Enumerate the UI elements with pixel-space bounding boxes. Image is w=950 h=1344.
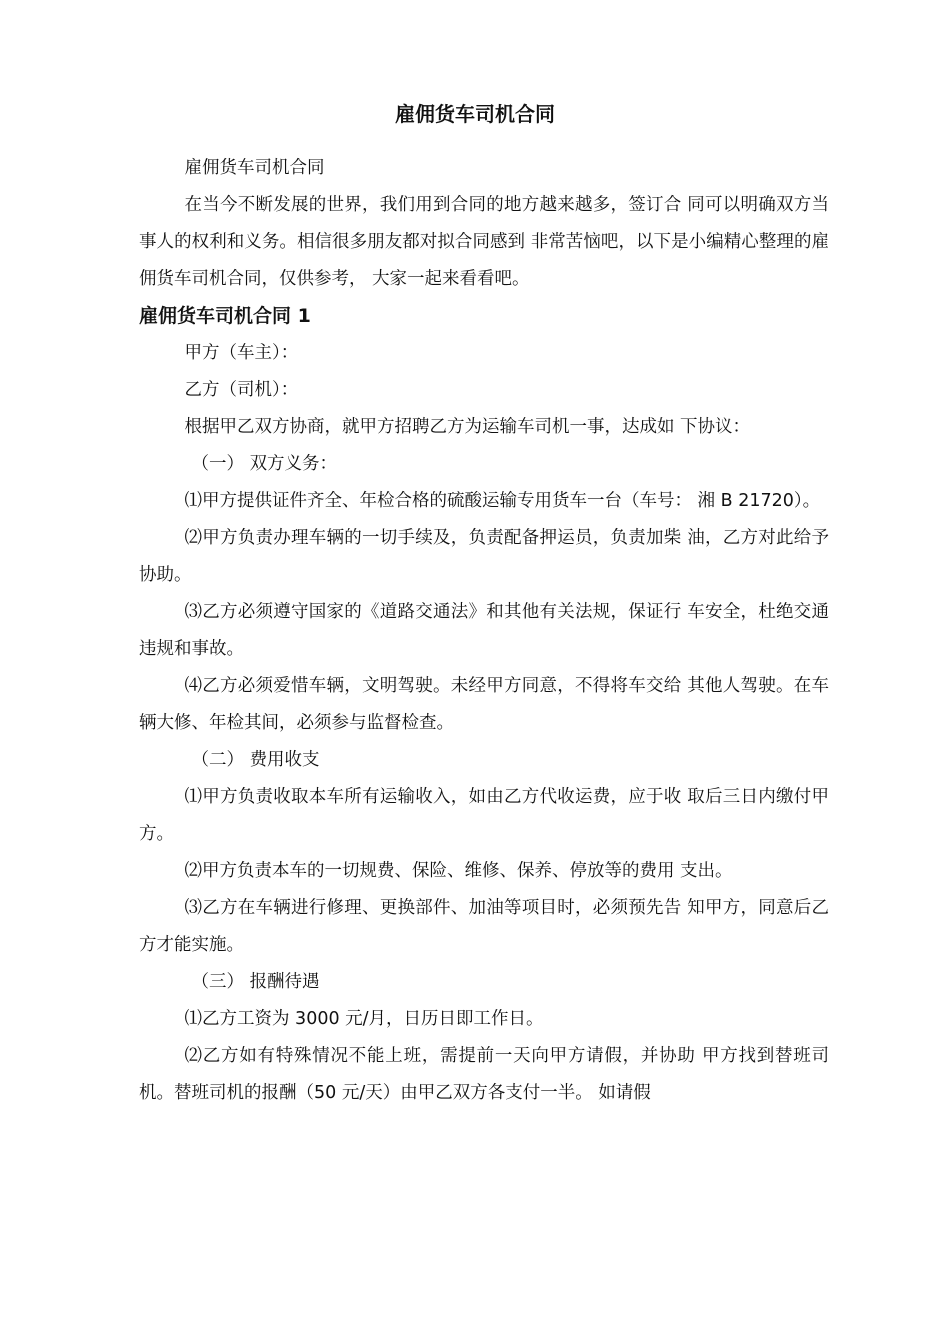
section-heading: 雇佣货车司机合同 1 bbox=[139, 305, 311, 327]
clause-heading: （三） 报酬待遇 bbox=[191, 972, 320, 992]
party-b-line: 乙方（司机）： bbox=[184, 380, 299, 400]
clause-item: ⑵乙方如有特殊情况不能上班，需提前一天向甲方请假，并协助 甲方找到替班司机。替班司机的报酬（50 元/天）由甲乙双方各支付一半。 如请假 bbox=[139, 1046, 829, 1103]
clause-item: ⑴甲方负责收取本车所有运输收入，如由乙方代收运费，应于收 取后三日内缴付甲方。 bbox=[139, 787, 829, 844]
clause-heading: （二） 费用收支 bbox=[191, 750, 320, 770]
document-body bbox=[139, 150, 829, 1112]
clause-item: ⑷乙方必须爱惜车辆，文明驾驶。未经甲方同意，不得将车交给 其他人驾驶。在车辆大修、年检其间，必须参与监督检查。 bbox=[139, 676, 829, 733]
party-a-line: 甲方（车主）： bbox=[184, 343, 299, 363]
clause-item: ⑴乙方工资为 3000 元/月，日历日即工作日。 bbox=[184, 1009, 544, 1029]
subtitle-paragraph: 雇佣货车司机合同 bbox=[184, 158, 325, 178]
clause-item: ⑶乙方必须遵守国家的《道路交通法》和其他有关法规，保证行 车安全，杜绝交通违规和事故。 bbox=[139, 602, 829, 659]
clause-item: ⑵甲方负责办理车辆的一切手续及，负责配备押运员，负责加柴 油，乙方对此给予协助。 bbox=[139, 528, 829, 585]
clause-item: ⑶乙方在车辆进行修理、更换部件、加油等项目时，必须预先告 知甲方，同意后乙方才能实施。 bbox=[139, 898, 829, 955]
clause-heading: （一） 双方义务： bbox=[191, 454, 338, 474]
clause-item: ⑴甲方提供证件齐全、年检合格的硫酸运输专用货车一台（车号： 湘 B 21720）。 bbox=[184, 491, 821, 511]
intro-paragraph: 在当今不断发展的世界，我们用到合同的地方越来越多，签订合 同可以明确双方当事人的权利和义务。相信很多朋友都对拟合同感到 非常苦恼吧，以下是小编精心整理的雇佣货车司机合同，仅供参考， 大家一起来看看吧。 bbox=[139, 195, 829, 289]
agreement-intro: 根据甲乙双方协商，就甲方招聘乙方为运输车司机一事，达成如 下协议： bbox=[184, 417, 751, 437]
clause-item: ⑵甲方负责本车的一切规费、保险、维修、保养、停放等的费用 支出。 bbox=[184, 861, 733, 881]
document-title: 雇佣货车司机合同 bbox=[395, 102, 555, 126]
